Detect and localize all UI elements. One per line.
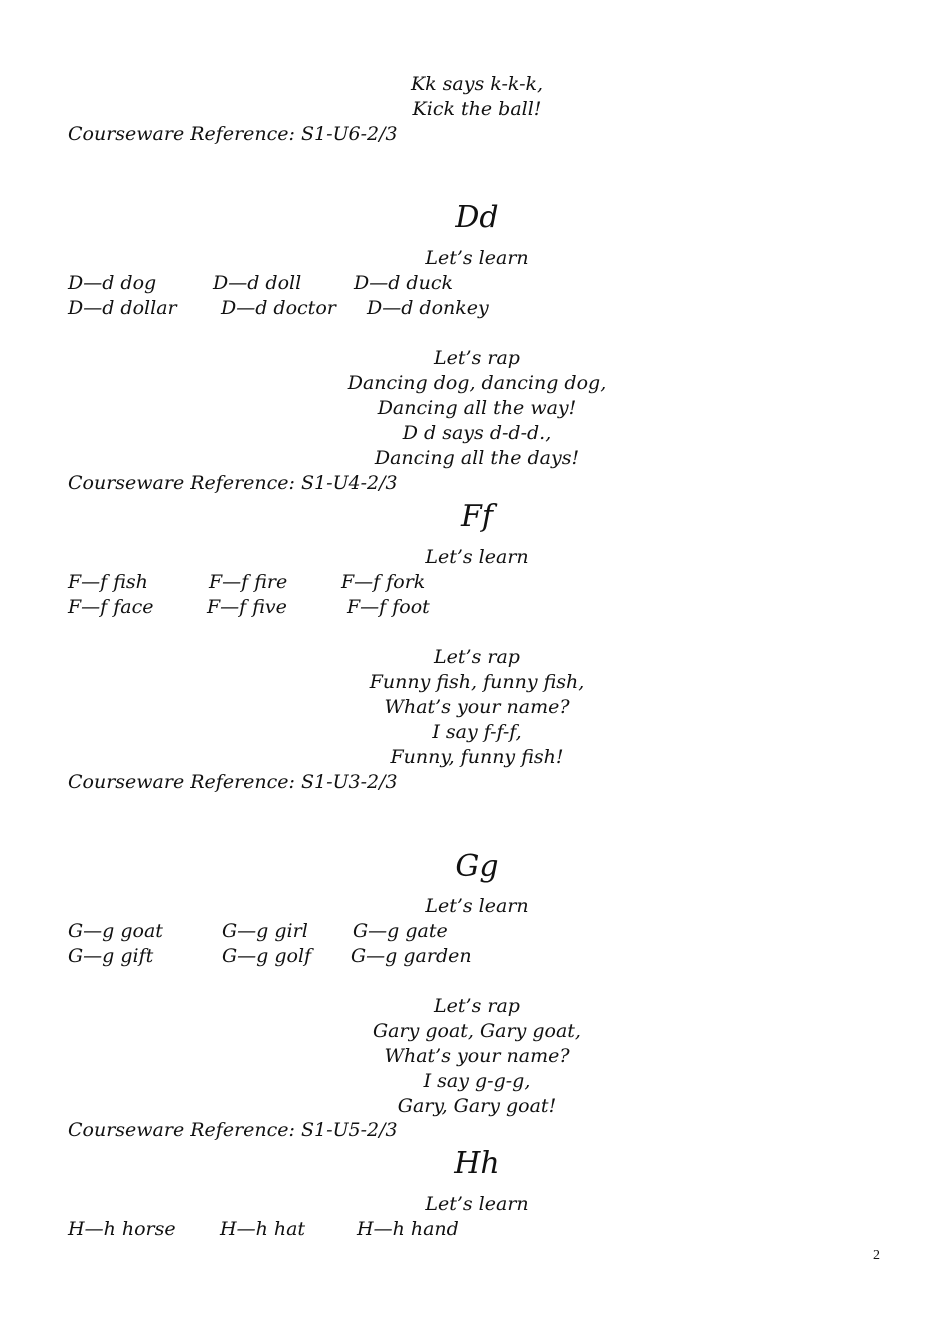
word-pair: F—f face — [68, 596, 154, 618]
word-pair: H—h horse — [68, 1218, 176, 1240]
letter-heading-gg: Gg — [455, 849, 499, 884]
learn-title: Let’s learn — [425, 247, 529, 269]
word-pair: D—d donkey — [367, 297, 489, 319]
word-pair: D—d dollar — [68, 297, 177, 319]
word-pair: D—d dog — [68, 272, 157, 294]
word-pair: G—g goat — [68, 920, 163, 942]
word-pair: F—f fork — [341, 571, 426, 593]
learn-title: Let’s learn — [425, 546, 529, 568]
word-pair: D—d duck — [354, 272, 453, 294]
courseware-reference: Courseware Reference: S1-U3-2/3 — [68, 771, 398, 793]
courseware-reference: Courseware Reference: S1-U4-2/3 — [68, 472, 398, 494]
rap-line: Dancing all the days! — [374, 447, 580, 469]
rap-line: Funny, funny fish! — [390, 746, 564, 768]
rap-title: Let’s rap — [434, 995, 520, 1017]
letter-heading-dd: Dd — [455, 200, 499, 235]
word-pair: G—g girl — [222, 920, 308, 942]
word-pair: G—g gate — [353, 920, 448, 942]
courseware-reference: Courseware Reference: S1-U5-2/3 — [68, 1119, 398, 1141]
rap-line: Kick the ball! — [412, 98, 542, 120]
letter-heading-ff: Ff — [461, 499, 493, 534]
rap-line: What’s your name? — [384, 696, 570, 718]
learn-title: Let’s learn — [425, 1193, 529, 1215]
word-pair: F—f foot — [347, 596, 430, 618]
learn-title: Let’s learn — [425, 895, 529, 917]
rap-line: I say f-f-f, — [432, 721, 522, 743]
rap-line: I say g-g-g, — [423, 1070, 531, 1092]
page-number: 2 — [873, 1248, 880, 1263]
rap-line: D d says d-d-d., — [402, 422, 552, 444]
word-pair: D—d doctor — [221, 297, 336, 319]
rap-line: Gary, Gary goat! — [397, 1095, 557, 1117]
rap-line: Gary goat, Gary goat, — [373, 1020, 581, 1042]
word-pair: H—h hand — [357, 1218, 459, 1240]
word-pair: D—d doll — [213, 272, 302, 294]
word-pair: H—h hat — [220, 1218, 306, 1240]
letter-heading-hh: Hh — [454, 1146, 500, 1181]
word-pair: F—f fish — [68, 571, 148, 593]
rap-title: Let’s rap — [434, 347, 520, 369]
rap-title: Let’s rap — [434, 646, 520, 668]
rap-line: Dancing all the way! — [377, 397, 577, 419]
rap-line: Dancing dog, dancing dog, — [347, 372, 607, 394]
word-pair: F—f fire — [209, 571, 288, 593]
word-pair: G—g gift — [68, 945, 154, 967]
rap-line: Kk says k-k-k, — [410, 73, 544, 95]
word-pair: G—g garden — [351, 945, 472, 967]
word-pair: F—f five — [207, 596, 287, 618]
word-pair: G—g golf — [222, 945, 312, 967]
courseware-reference: Courseware Reference: S1-U6-2/3 — [68, 123, 398, 145]
rap-line: What’s your name? — [384, 1045, 570, 1067]
rap-line: Funny fish, funny fish, — [369, 671, 585, 693]
